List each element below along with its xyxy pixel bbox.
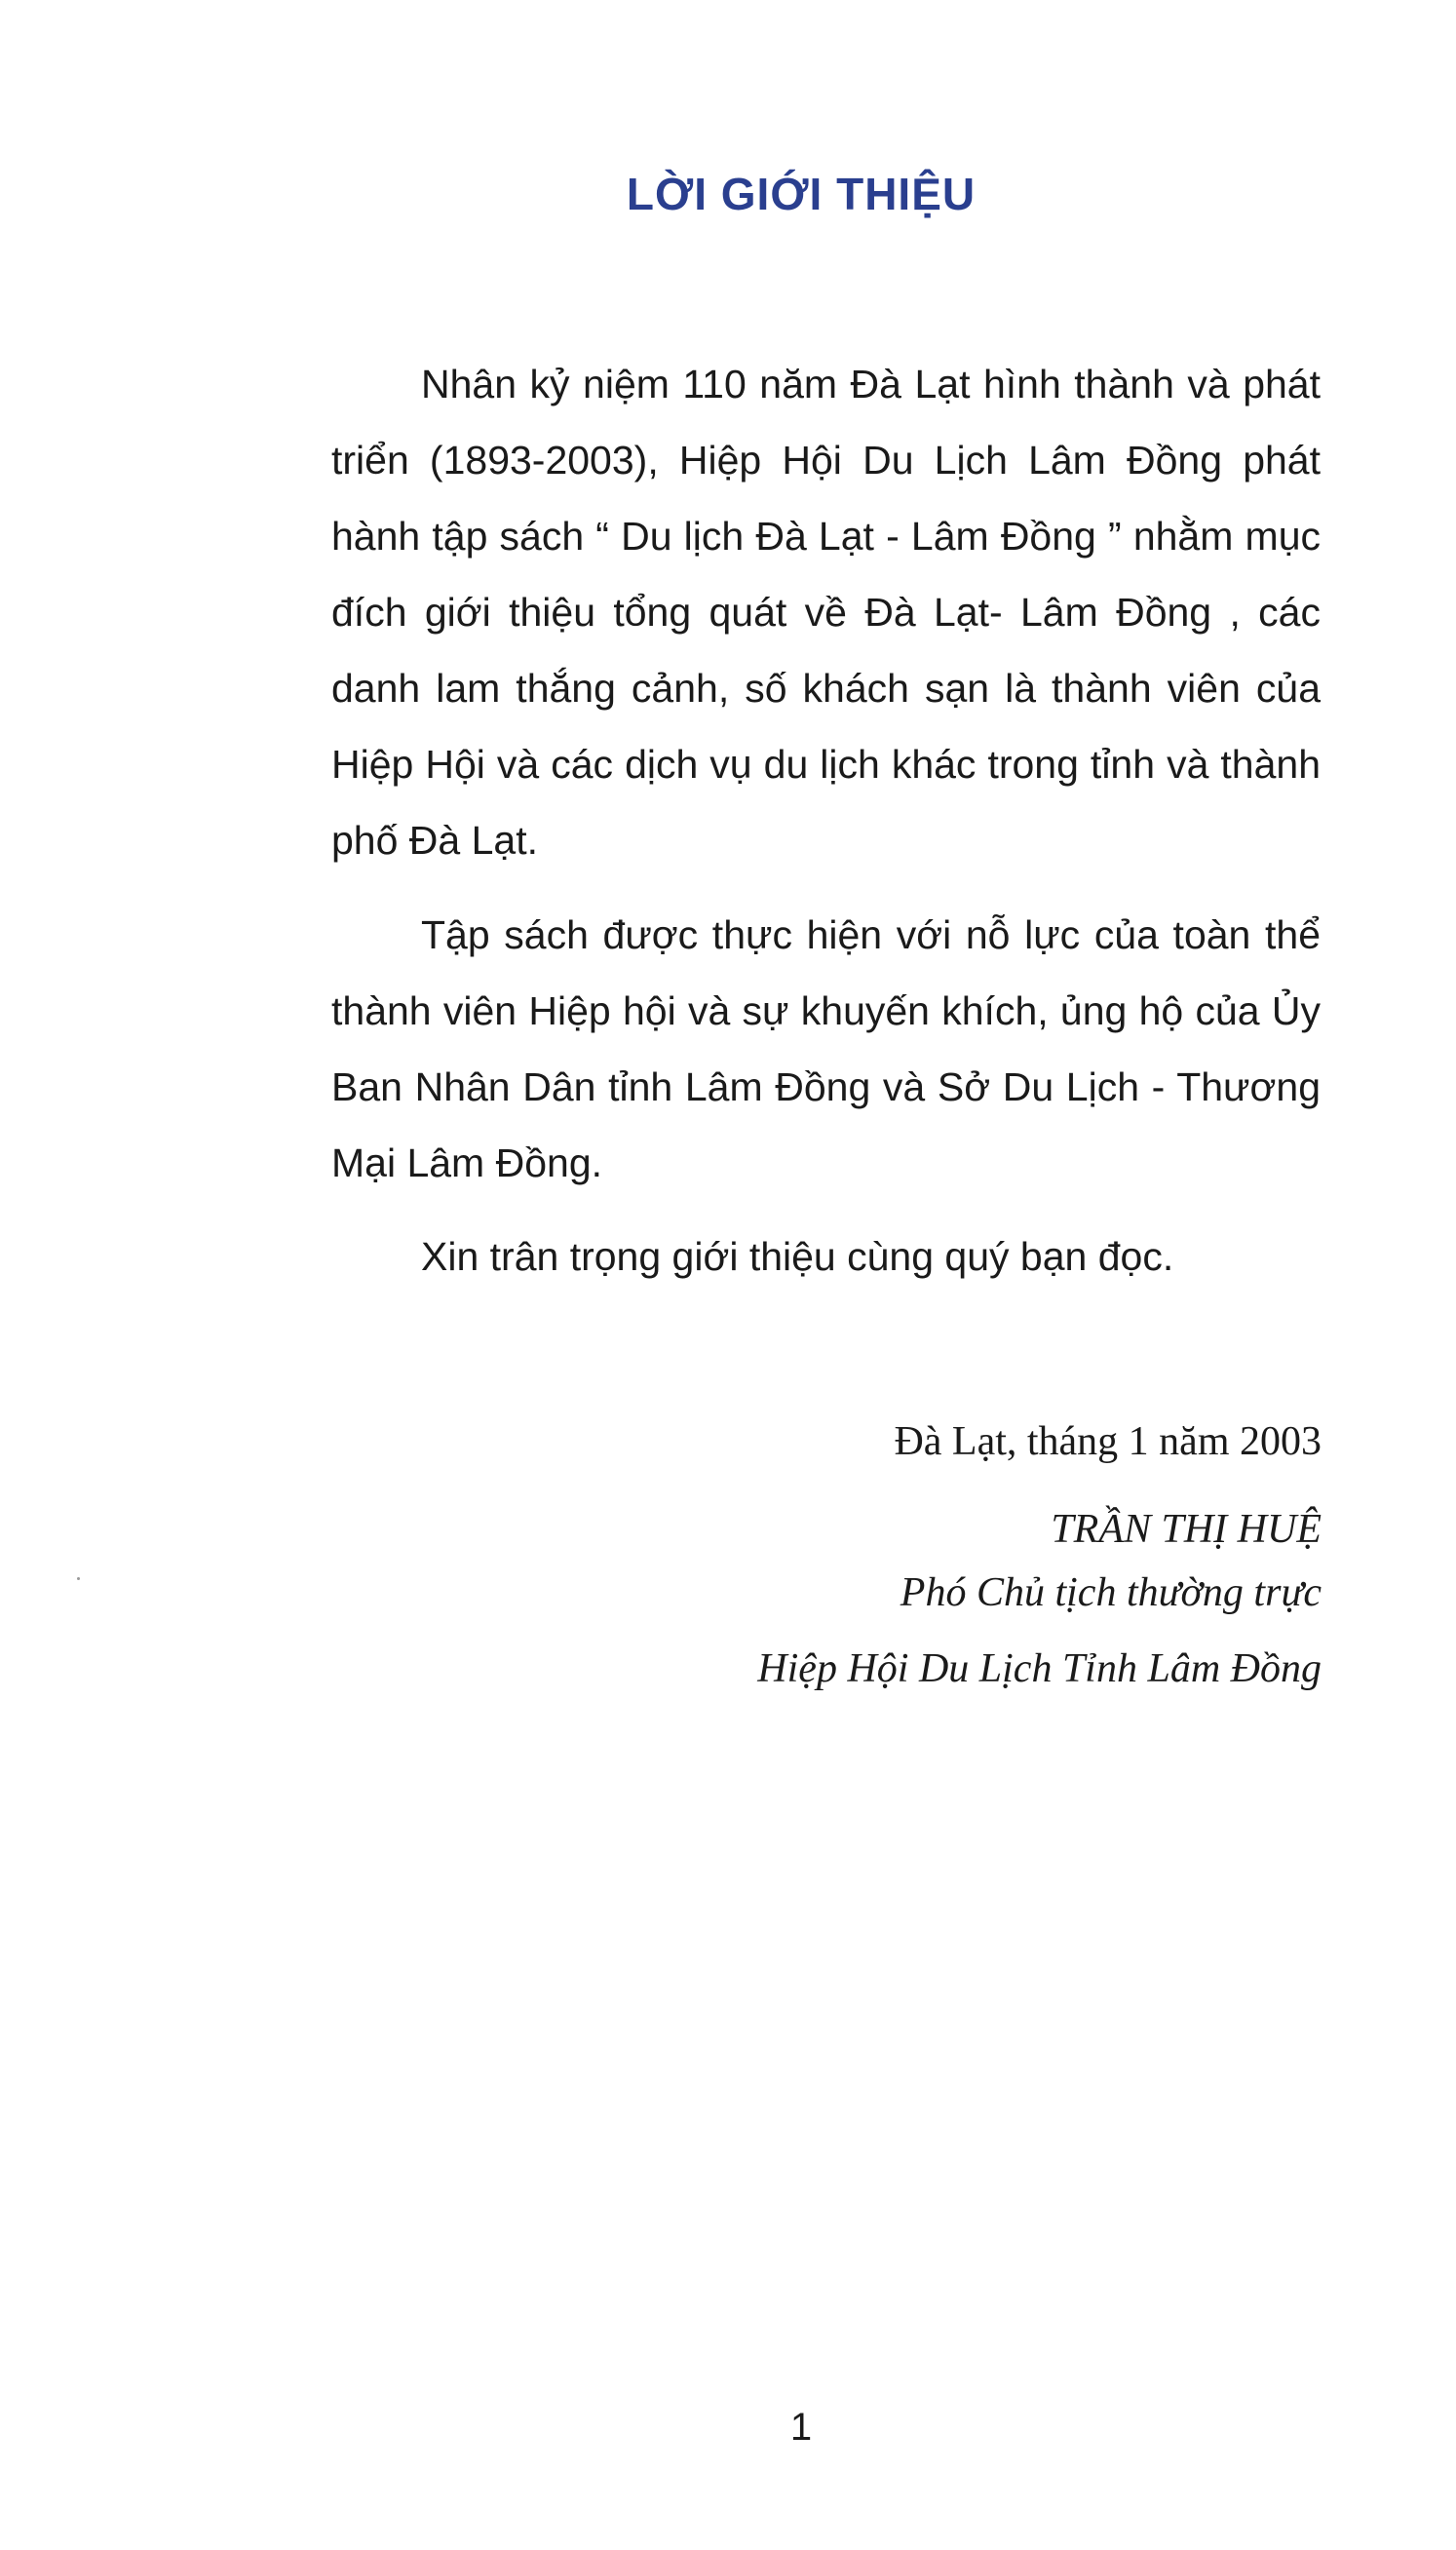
page-title: LỜI GIỚI THIỆU <box>626 169 977 219</box>
intro-paragraph-2: Tập sách được thực hiện với nỗ lực của toàn thể thành viên Hiệp hội và sự khuyến khích, ủng hộ của Ủy Ban Nhân Dân tỉnh Lâm Đồng và Sở Du Lịch - Thương Mại Lâm Đồng. <box>331 912 1321 1185</box>
scan-speck <box>77 1577 80 1580</box>
intro-paragraph-1: Nhân kỷ niệm 110 năm Đà Lạt hình thành và phát triển (1893-2003), Hiệp Hội Du Lịch Lâm Đồng phát hành tập sách “ Du lịch Đà Lạt - Lâm Đồng ” nhằm mục đích giới thiệu tổng quát về Đà Lạt- Lâm Đồng , các danh lam thắng cảnh, số khách sạn là thành viên của Hiệp Hội và các dịch vụ du lịch khác trong tỉnh và thành phố Đà Lạt. <box>331 362 1321 863</box>
signatory-role: Phó Chủ tịch thường trực <box>900 1570 1322 1615</box>
place-date: Đà Lạt, tháng 1 năm 2003 <box>894 1419 1322 1464</box>
intro-paragraph-3: Xin trân trọng giới thiệu cùng quý bạn đọc. <box>421 1234 1174 1279</box>
signatory-organization: Hiệp Hội Du Lịch Tỉnh Lâm Đồng <box>757 1646 1322 1691</box>
page-number: 1 <box>789 2406 813 2449</box>
signatory-name: TRẦN THỊ HUỆ <box>1051 1507 1322 1552</box>
